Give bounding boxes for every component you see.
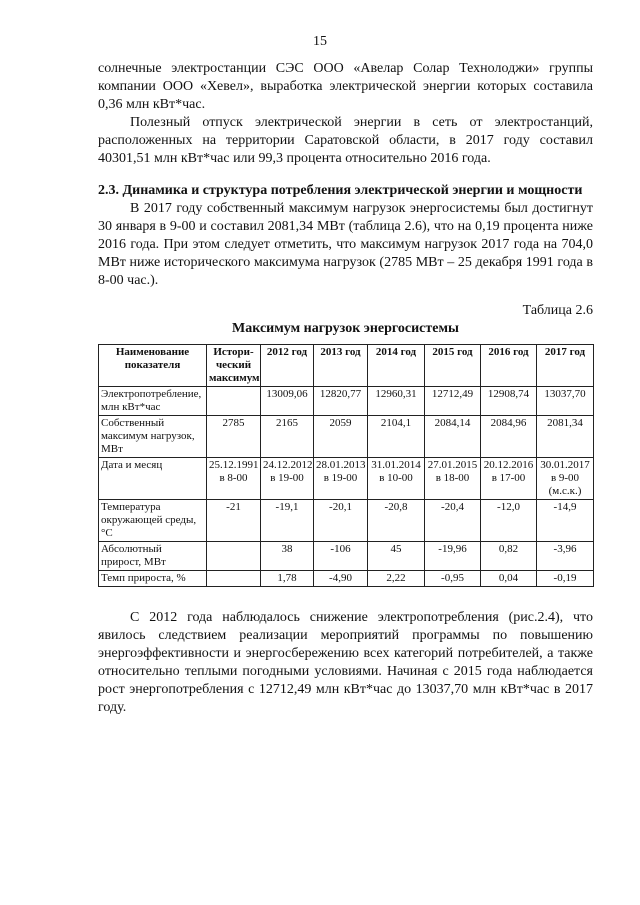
paragraph-consumption-trend: С 2012 года наблюдалось снижение электропотребления (рис.2.4), что явилось следствием реализации мероприятий программы по повышению энергоэффективности и энергосбережению всех категорий потребителей, а также относительно теплыми погодными условиями. Начиная с 2015 года наблюдается рост энергопотребления с 12712,49 млн кВт*час до 13037,70 млн кВт*час в 2017 году. <box>98 610 593 715</box>
table-cell: 12960,31 <box>368 387 425 416</box>
table-cell: -19,96 <box>425 542 481 571</box>
table-cell: 0,82 <box>481 542 537 571</box>
header-cell: 2017 год <box>537 345 594 387</box>
table-row <box>99 571 594 587</box>
table-cell: 31.01.2014 в 10-00 <box>368 458 425 500</box>
table-cell <box>207 387 261 416</box>
header-cell: 2014 год <box>368 345 425 387</box>
table-cell: 28.01.2013 в 19-00 <box>314 458 368 500</box>
table-row <box>99 458 594 500</box>
table-cell: 45 <box>368 542 425 571</box>
table-cell <box>207 571 261 587</box>
table-cell: 2785 <box>207 416 261 458</box>
header-cell: 2013 год <box>314 345 368 387</box>
header-cell: Истори-ческий максимум <box>207 345 261 387</box>
paragraph-section-intro: В 2017 году собственный максимум нагрузок энергосистемы был достигнут 30 января в 9-00 и составил 2081,34 МВт (таблица 2.6), что на 0,19 процента ниже 2016 года. При этом следует отметить, что максимум нагрузок 2017 года на 704,0 МВт ниже исторического максимума нагрузок (2785 МВт – 25 декабря 1991 года в 8-00 час.). <box>98 201 593 288</box>
table-row <box>99 416 594 458</box>
header-cell: 2016 год <box>481 345 537 387</box>
table-cell: 20.12.2016 в 17-00 <box>481 458 537 500</box>
table-cell: 2081,34 <box>537 416 594 458</box>
row-label: Собственный максимум нагрузок, МВт <box>99 416 207 458</box>
table-cell: -0,19 <box>537 571 594 587</box>
table-cell: 1,78 <box>261 571 314 587</box>
paragraph-continuation: солнечные электростанции СЭС ООО «Авелар Солар Технолоджи» группы компании ООО «Хевел», выработка электрической энергии которых составила 0,36 млн кВт*час. <box>98 61 593 112</box>
table-cell: 38 <box>261 542 314 571</box>
table-cell: 13037,70 <box>537 387 594 416</box>
table-cell: 25.12.1991 в 8-00 <box>207 458 261 500</box>
table-cell: 27.01.2015 в 18-00 <box>425 458 481 500</box>
row-label: Температура окружающей среды, °С <box>99 500 207 542</box>
table-cell: -21 <box>207 500 261 542</box>
table-caption: Таблица 2.6 <box>522 303 593 318</box>
table-cell: -20,1 <box>314 500 368 542</box>
row-label: Абсолютный прирост, МВт <box>99 542 207 571</box>
header-cell: 2015 год <box>425 345 481 387</box>
page-content <box>98 60 593 717</box>
row-label: Дата и месяц <box>99 458 207 500</box>
table-cell: 12820,77 <box>314 387 368 416</box>
table-cell: -14,9 <box>537 500 594 542</box>
header-cell: 2012 год <box>261 345 314 387</box>
header-cell: Наименование показателя <box>99 345 207 387</box>
table-cell: -0,95 <box>425 571 481 587</box>
table-cell: -12,0 <box>481 500 537 542</box>
table-row <box>99 387 594 416</box>
table-cell <box>207 542 261 571</box>
table-cell: 30.01.2017 в 9-00 (м.с.к.) <box>537 458 594 500</box>
table-cell: -20,8 <box>368 500 425 542</box>
table-cell: -3,96 <box>537 542 594 571</box>
table-cell: -4,90 <box>314 571 368 587</box>
table-cell: 2104,1 <box>368 416 425 458</box>
table-cell: 12712,49 <box>425 387 481 416</box>
table-cell: 24.12.2012 в 19-00 <box>261 458 314 500</box>
table-cell: 13009,06 <box>261 387 314 416</box>
table-cell: 2165 <box>261 416 314 458</box>
table-cell: -106 <box>314 542 368 571</box>
table-title: Максимум нагрузок энергосистемы <box>232 321 459 336</box>
paragraph-useful-output: Полезный отпуск электрической энергии в сеть от электростанций, расположенных на территории Саратовской области, в 2017 году составил 40301,51 млн кВт*час или 99,3 процента относительно 2016 года. <box>98 115 593 166</box>
table-cell: -20,4 <box>425 500 481 542</box>
page-number: 15 <box>313 34 327 49</box>
table-cell: 2084,96 <box>481 416 537 458</box>
row-label: Темп прироста, % <box>99 571 207 587</box>
table-row <box>99 500 594 542</box>
table-cell: 2084,14 <box>425 416 481 458</box>
table-cell: 0,04 <box>481 571 537 587</box>
table-cell: 2,22 <box>368 571 425 587</box>
row-label: Электропотребление, млн кВт*час <box>99 387 207 416</box>
table-row <box>99 542 594 571</box>
table-cell: 12908,74 <box>481 387 537 416</box>
section-heading: 2.3. Динамика и структура потребления электрической энергии и мощности <box>98 183 583 198</box>
table-header-row <box>99 345 594 387</box>
table-cell: -19,1 <box>261 500 314 542</box>
max-load-table <box>98 344 594 587</box>
table-cell: 2059 <box>314 416 368 458</box>
